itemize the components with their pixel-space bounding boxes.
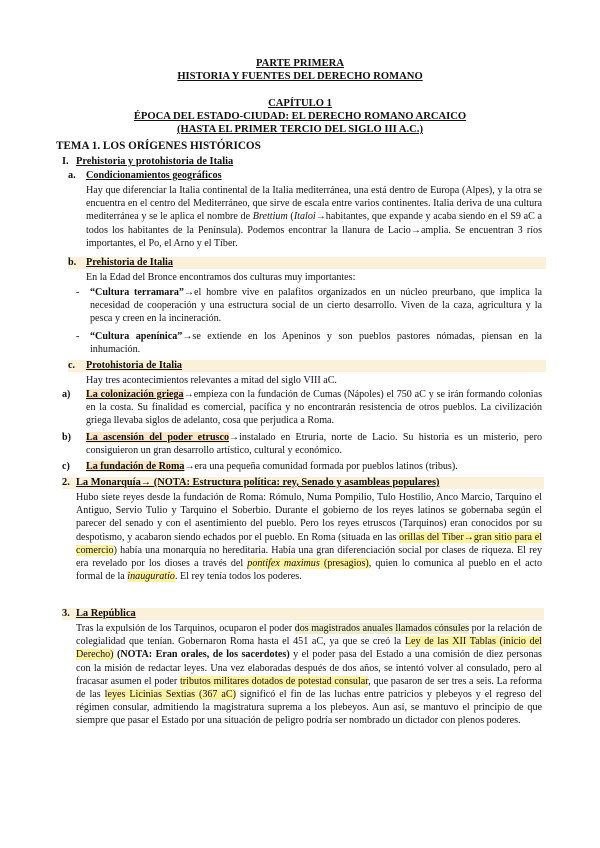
text: ( [287,211,294,223]
text: significó el fin de las luchas entre patricios y plebeyos y el regreso del régimen consular, admitiendo la magistratura suprema a los plebeyos. Aun así, se mantuvo el principio de que siempre que pasar el Estado por una situación de peligro podría ser nombrado un dictador con plenos poderes. [76,689,542,727]
subsection-label: c. [68,360,76,371]
item-label: a) [62,389,71,400]
section-title: La Monarquía→ (NOTA: Estructura política: rey, Senado y asambleas populares) [76,477,440,488]
section-number: 3. [62,608,70,619]
highlighted-text: Ley de las XII Tablas (inicio del Derecho) [76,636,542,661]
paragraph-bronce-intro: En la Edad del Bronce encontramos dos culturas muy importantes: [86,272,356,283]
list-item-fundacion [62,460,542,473]
text-italic: Brettium [252,211,288,223]
item-text: →instalado en Etruria, norte de Lacio. Su historia es un misterio, pero consiguieron un gran desarrollo artístico, cultural y económico. [86,432,542,457]
item-title: La colonización griega [86,389,184,400]
paragraph-protohistoria-intro: Hay tres acontecimientos relevantes a mitad del siglo VIII aC. [86,375,337,386]
text-italic: Italoi [293,211,316,223]
subsection-title: Condicionamientos geográficos [86,170,222,181]
list-item-colonizacion [62,388,543,428]
bullet-title: “Cultura apenínica” [90,331,183,342]
part-heading: PARTE PRIMERA [255,58,344,69]
text: . El rey tenía todos los poderes. [174,571,302,583]
highlighted-text: tributos militares dotados de potestad consular [180,675,369,687]
bullet-dash: - [76,287,80,298]
bullet-text: →el hombre vive en palafitos organizados en un núcleo preurbano, que implica la necesidad de cooperación y una estructura social de un cierto desarrollo. Viven de la caza, agricultura y la pesca y creen en la incineración. [90,287,542,325]
text: →habitantes, que expande y acaba siendo en el S9 aC a todos los habitantes de la Península). Podemos encontrar la llanura de Lacio→amplia. Se encuentran 3 ríos importantes, el Po, el Arno y el Tíber. [86,211,542,249]
item-title: La fundación de Roma [86,461,185,472]
list-item-etrusco [62,431,542,457]
text: ) había una monarquía no hereditaria. Había una gran diferenciación social por clases de riqueza. El rey era revelado por los dioses a través del [76,544,542,570]
subsection-label: b. [68,257,77,268]
section-title: Prehistoria y protohistoria de Italia [76,156,234,167]
text: , quien lo comunica al pueblo en el acto formal de la [76,558,542,583]
highlighted-italic: inauguratio [127,571,175,583]
section-2-heading [62,477,544,489]
text: Hubo siete reyes desde la fundación de Roma: Rómulo, Numa Pompilio, Tulo Hostilio, Anco Marcio, Tarquino el Antiguo, Servio Tulio y Tarquino el Soberbio. Durante el gobierno de los reyes latinos se gobernaba según el parecer del senado y con el asentimiento del pueblo. Pero los reyes etruscos (Tarquinos) eran conocidos por su despotismo, y acabaron siendo echados por el pueblo. En Roma (situada en las [76,492,542,543]
highlighted-text: leyes Licinias Sextias (367 aC) [104,689,236,701]
note-text: (NOTA: Eran orales, de los sacerdotes) [113,649,290,661]
tema-heading: TEMA 1. LOS ORÍGENES HISTÓRICOS [56,140,261,152]
subsection-c-heading [68,360,546,372]
text: Tras la expulsión de los Tarquinos, ocuparon el poder [76,623,295,634]
paragraph-geografia [86,184,542,250]
text: Hay que diferenciar la Italia continental de la Italia mediterránea, una está dentro de Europa (Alpes), y la otra se encuentra en el centro del Mediterráneo, que sirve de escala entre varios continentes. Italia deriva de una cultura mediterránea y se le aplica el nombre de [86,185,542,223]
paragraph-monarquia [76,491,542,583]
chapter-title-line2: (HASTA EL PRIMER TERCIO DEL SIGLO III A.C.) [177,124,423,135]
section-3-heading [62,608,544,620]
bullet-title: “Cultura terramara” [90,287,184,298]
subsection-label: a. [68,170,76,181]
highlighted-text: dos magistrados anuales llamados cónsules [294,623,470,634]
chapter-heading: CAPÍTULO 1 [268,98,332,109]
section-number: 2. [62,477,70,488]
item-text: →empieza con la fundación de Cumas (Nápoles) el 750 aC y se irán formando colonias en la costa. Su finalidad es comercial, pacífica y no encontrarán resistencia de otros pueblos. La civilización griega llevaba siglos de adelanto, cosa que perjudica a Roma. [86,389,543,427]
item-label: b) [62,432,71,443]
text: y el poder pasa del Estado a una comisión de diez personas con la misión de redactar leyes. Una vez elaboradas después de dos años, se intentó volver al consulado, pero al fracasar asumen el poder [76,649,542,687]
subsection-b-heading [68,257,546,269]
subsection-title: Prehistoria de Italia [86,257,173,268]
bullet-apeninica [76,330,542,356]
part-title: HISTORIA Y FUENTES DEL DERECHO ROMANO [177,71,423,82]
bullet-terramara [76,286,542,326]
highlighted-italic: pontifex maximus [247,558,320,570]
text: por la relación de colegialidad que tenían. Gobernaron Roma hasta el 451 aC, ya que se creó la [76,623,542,648]
bullet-dash: - [76,331,80,342]
item-text: →era una pequeña comunidad formada por pueblos latinos (tribus). [184,461,458,472]
highlighted-text: (presagios) [319,558,369,570]
section-number: I. [62,156,69,167]
paragraph-republica [76,622,542,728]
subsection-title: Protohistoria de Italia [86,360,183,371]
item-label: c) [62,461,70,472]
item-title: La ascensión del poder etrusco [86,432,230,443]
text: , que pasaron de ser tres a seis. La reforma de las [76,675,542,701]
section-title: La República [76,608,136,619]
chapter-title-line1: ÉPOCA DEL ESTADO-CIUDAD: EL DERECHO ROMANO ARCAICO [133,111,467,122]
highlighted-text: orillas del Tíber→gran sitio para el comercio [76,531,542,556]
subsection-a-heading [68,170,222,182]
bullet-text: →se extiende en los Apeninos y son pueblos pastores nómadas, piensan en la inhumación. [90,331,542,356]
section-1-heading [62,156,233,168]
